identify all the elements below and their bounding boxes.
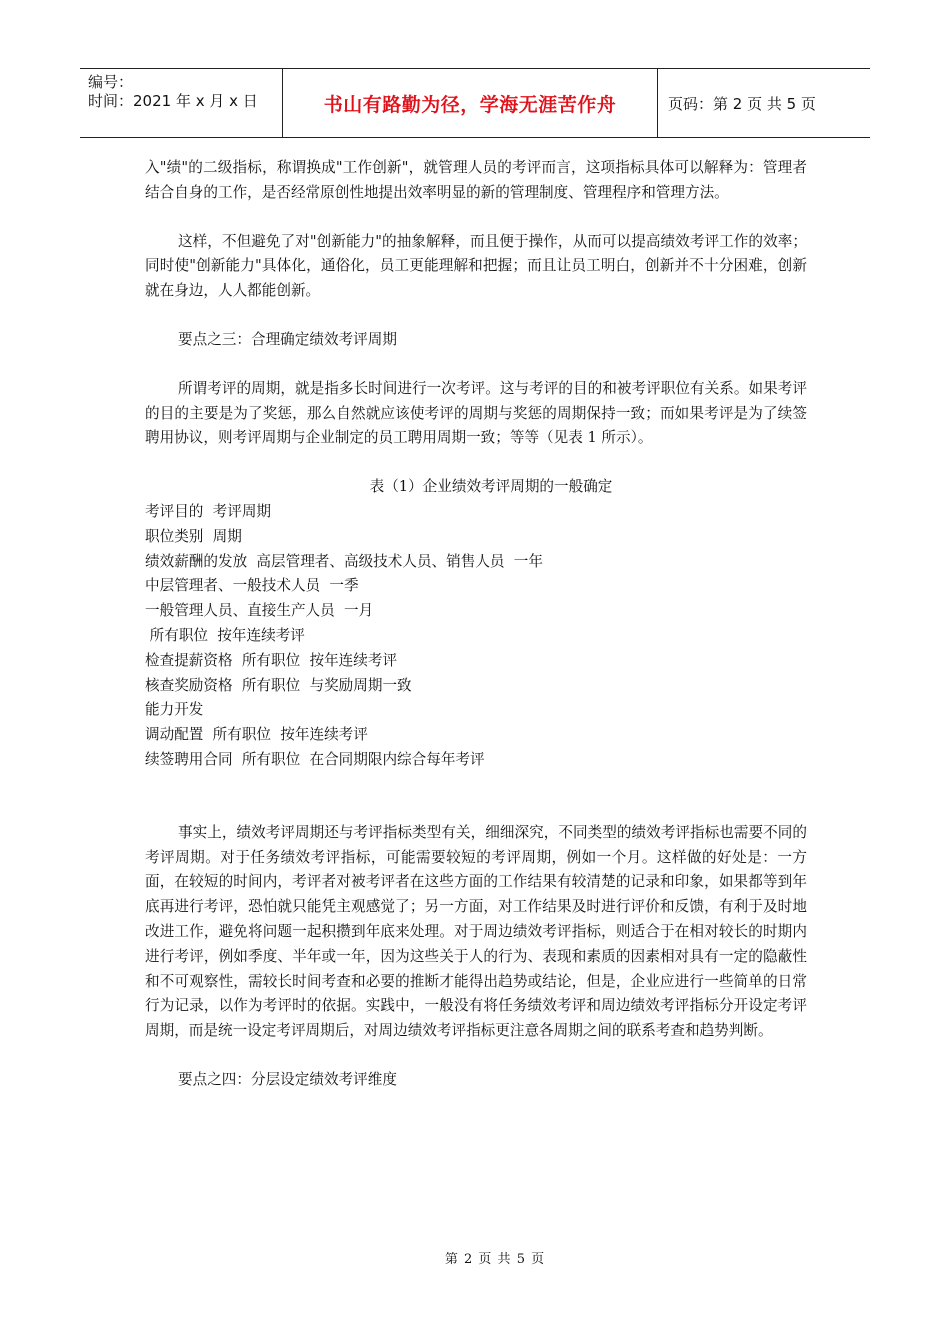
page-footer: 第 2 页 共 5 页	[444, 1252, 546, 1267]
paragraph-continuation: 入"绩"的二级指标，称谓换成"工作创新"，就管理人员的考评而言，这项指标具体可以解释为：管理者结合自身的工作，是否经常原创性地提出效率明显的新的管理制度、管理程序和管理方法。	[145, 159, 807, 201]
section-heading-4: 要点之四：分层设定绩效考评维度	[178, 1070, 397, 1088]
table-title: 表（1）企业绩效考评周期的一般确定	[369, 478, 613, 496]
table-line: 能力开发	[145, 701, 204, 719]
paragraph-cycle-definition: 所谓考评的周期，就是指多长时间进行一次考评。这与考评的目的和被考评职位有关系。如果考评的目的主要是为了奖惩，那么自然就应该使考评的周期与奖惩的周期保持一致；而如果考评是为了续签聘用协议，则考评周期与企业制定的员工聘用周期一致；等等（见表 1 所示）。	[145, 379, 807, 447]
document-body	[145, 156, 807, 1093]
header-motto: 书山有路勤为径，学海无涯苦作舟	[323, 93, 617, 116]
header-motto-cell	[282, 69, 658, 137]
table-line: 续签聘用合同 所有职位 在合同期限内综合每年考评	[145, 750, 485, 768]
header-meta	[80, 69, 282, 137]
document-date-label: 时间：2021 年 x 月 x 日	[88, 92, 258, 110]
table-line: 核查奖励资格 所有职位 与奖励周期一致	[145, 676, 412, 694]
header-page-info-cell	[658, 69, 870, 137]
table-line: 考评目的 考评周期	[145, 502, 272, 520]
paragraph-indicator-types: 事实上，绩效考评周期还与考评指标类型有关，细细深究，不同类型的绩效考评指标也需要不同的考评周期。对于任务绩效考评指标，可能需要较短的考评周期，例如一个月。这样做的好处是：一方面，在较短的时间内，考评者对被考评者在这些方面的工作结果有较清楚的记录和印象，如果都等到年底再进行考评，恐怕就只能凭主观感觉了；另一方面，对工作结果及时进行评价和反馈，有利于及时地改进工作，避免将问题一起积攒到年底来处理。对于周边绩效考评指标，则适合于在相对较长的时期内进行考评，例如季度、半年或一年，因为这些关于人的行为、表现和素质的因素相对具有一定的隐蔽性和不可观察性，需较长时间考查和必要的推断才能得出趋势或结论，但是，企业应进行一些简单的日常行为记录，以作为考评时的依据。实践中，一般没有将任务绩效考评和周边绩效考评指标分开设定考评周期，而是统一设定考评周期后，对周边绩效考评指标更注意各周期之间的联系考查和趋势判断。	[145, 823, 807, 1040]
table-line: 中层管理者、一般技术人员 一季	[145, 577, 359, 595]
document-header	[80, 68, 870, 138]
document-number-label: 编号：	[88, 73, 134, 91]
table-line: 所有职位 按年连续考评	[145, 626, 305, 644]
table-line: 职位类别 周期	[145, 527, 242, 545]
cycle-table	[145, 500, 807, 773]
table-line: 一般管理人员、直接生产人员 一月	[145, 602, 374, 620]
paragraph-innovation: 这样，不但避免了对"创新能力"的抽象解释，而且便于操作，从而可以提高绩效考评工作的效率；同时使"创新能力"具体化，通俗化，员工更能理解和把握；而且让员工明白，创新并不十分困难，创新就在身边，人人都能创新。	[145, 232, 807, 300]
table-line: 绩效薪酬的发放 高层管理者、高级技术人员、销售人员 一年	[145, 552, 543, 570]
table-line: 检查提薪资格 所有职位 按年连续考评	[145, 651, 398, 669]
header-page-info: 页码：第 2 页 共 5 页	[668, 94, 816, 113]
section-heading-3: 要点之三：合理确定绩效考评周期	[178, 330, 397, 348]
table-line: 调动配置 所有职位 按年连续考评	[145, 726, 368, 744]
